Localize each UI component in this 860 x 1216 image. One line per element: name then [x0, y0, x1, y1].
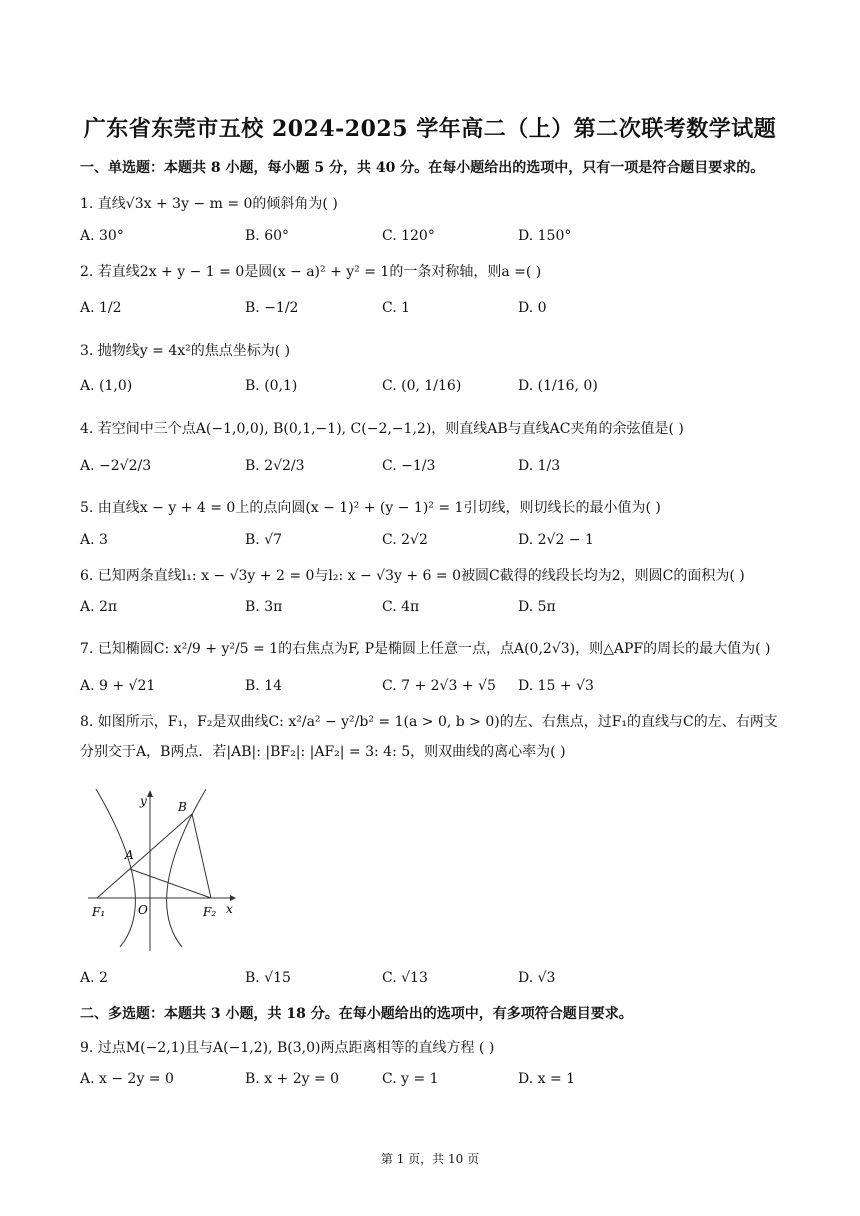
section-multiple-choice: 二、多选题：本题共 3 小题，共 18 分。在每小题给出的选项中，有多项符合题目要求。 [80, 1006, 633, 1022]
option-b[interactable]: B. 2√2/3 [245, 458, 305, 474]
option-a[interactable]: A. −2√2/3 [80, 458, 152, 474]
option-d[interactable]: D. 150° [518, 228, 572, 244]
question-7-options [80, 678, 780, 698]
question-1-options [80, 228, 780, 248]
question-6-options [80, 599, 780, 619]
hyperbola-left-branch [96, 789, 135, 947]
focus-f1-label: F₁ [92, 905, 106, 919]
option-c[interactable]: C. 2√2 [382, 532, 428, 548]
option-a[interactable]: A. 2π [80, 599, 118, 615]
option-c[interactable]: C. −1/3 [382, 458, 436, 474]
question-4-options [80, 458, 780, 478]
point-b-label: B [178, 800, 187, 814]
option-d[interactable]: D. 15 + √3 [518, 678, 594, 694]
question-7-stem: 7. 已知椭圆C: x²/9 + y²/5 = 1的右焦点为F, P是椭圆上任意一点，点A(0,2√3)，则△APF的周长的最大值为( ) [80, 641, 771, 657]
question-5-options [80, 532, 780, 552]
y-axis-arrow [147, 790, 153, 797]
option-d[interactable]: D. 2√2 − 1 [518, 532, 594, 548]
option-c[interactable]: C. 120° [382, 228, 435, 244]
question-6-stem: 6. 已知两条直线l₁: x − √3y + 2 = 0与l₂: x − √3y + 6 = 0被圆C截得的线段长均为2，则圆C的面积为( ) [80, 568, 745, 584]
option-b[interactable]: B. √7 [245, 532, 283, 548]
x-axis-label: x [226, 902, 233, 916]
option-c[interactable]: C. y = 1 [382, 1071, 439, 1087]
option-a[interactable]: A. (1,0) [80, 378, 133, 394]
option-a[interactable]: A. 1/2 [80, 300, 122, 316]
line-f1-b [97, 814, 192, 898]
question-2-stem: 2. 若直线2x + y − 1 = 0是圆(x − a)² + y² = 1的一条对称轴，则a =( ) [80, 264, 542, 280]
hyperbola-figure [80, 783, 250, 953]
option-c[interactable]: C. 4π [382, 599, 420, 615]
option-b[interactable]: B. (0,1) [245, 378, 298, 394]
point-a-label: A [125, 848, 134, 862]
page-footer: 第 1 页，共 10 页 [380, 1152, 480, 1166]
question-4-stem: 4. 若空间中三个点A(−1,0,0), B(0,1,−1), C(−2,−1,2)，则直线AB与直线AC夹角的余弦值是( ) [80, 421, 684, 437]
question-5-stem: 5. 由直线x − y + 4 = 0上的点向圆(x − 1)² + (y − 1)² = 1引切线，则切线长的最小值为( ) [80, 500, 661, 516]
option-a[interactable]: A. 3 [80, 532, 108, 548]
option-b[interactable]: B. x + 2y = 0 [245, 1071, 340, 1087]
option-d[interactable]: D. 0 [518, 300, 547, 316]
line-a-f2 [130, 869, 211, 898]
option-c[interactable]: C. √13 [382, 970, 428, 986]
option-a[interactable]: A. 30° [80, 228, 124, 244]
question-8-stem: 8. 如图所示，F₁，F₂是双曲线C: x²/a² − y²/b² = 1(a > 0, b > 0)的左、右焦点，过F₁的直线与C的左、右两支分别交于A，B两点．若|AB|: |BF₂|: |AF₂| = 3: 4: 5，则双曲线的离心率为( ) [80, 714, 778, 760]
option-a[interactable]: A. 9 + √21 [80, 678, 156, 694]
question-9-options [80, 1071, 780, 1091]
option-b[interactable]: B. 14 [245, 678, 283, 694]
option-d[interactable]: D. (1/16, 0) [518, 378, 598, 394]
option-c[interactable]: C. 1 [382, 300, 411, 316]
focus-f2-label: F₂ [203, 905, 217, 919]
option-b[interactable]: B. −1/2 [245, 300, 299, 316]
option-c[interactable]: C. (0, 1/16) [382, 378, 462, 394]
question-1-stem: 1. 直线√3x + 3y − m = 0的倾斜角为( ) [80, 196, 338, 212]
option-d[interactable]: D. √3 [518, 970, 556, 986]
question-8-options [80, 970, 780, 990]
option-a[interactable]: A. 2 [80, 970, 108, 986]
question-3-options [80, 378, 780, 398]
section-single-choice: 一、单选题：本题共 8 小题，每小题 5 分，共 40 分。在每小题给出的选项中，只有一项是符合题目要求的。 [80, 160, 765, 176]
option-b[interactable]: B. 3π [245, 599, 283, 615]
x-axis-arrow [230, 895, 236, 901]
option-b[interactable]: B. √15 [245, 970, 291, 986]
option-b[interactable]: B. 60° [245, 228, 290, 244]
option-c[interactable]: C. 7 + 2√3 + √5 [382, 678, 496, 694]
y-axis-label: y [140, 794, 147, 808]
option-d[interactable]: D. 5π [518, 599, 556, 615]
question-3-stem: 3. 抛物线y = 4x²的焦点坐标为( ) [80, 343, 291, 359]
line-b-f2 [192, 814, 211, 898]
question-2-options [80, 300, 780, 320]
origin-label: O [138, 903, 148, 917]
option-a[interactable]: A. x − 2y = 0 [80, 1071, 174, 1087]
option-d[interactable]: D. x = 1 [518, 1071, 576, 1087]
question-9-stem: 9. 过点M(−2,1)且与A(−1,2), B(3,0)两点距离相等的直线方程 ( ) [80, 1040, 495, 1056]
page-title: 广东省东莞市五校 2024-2025 学年高二（上）第二次联考数学试题 [83, 116, 777, 142]
option-d[interactable]: D. 1/3 [518, 458, 561, 474]
